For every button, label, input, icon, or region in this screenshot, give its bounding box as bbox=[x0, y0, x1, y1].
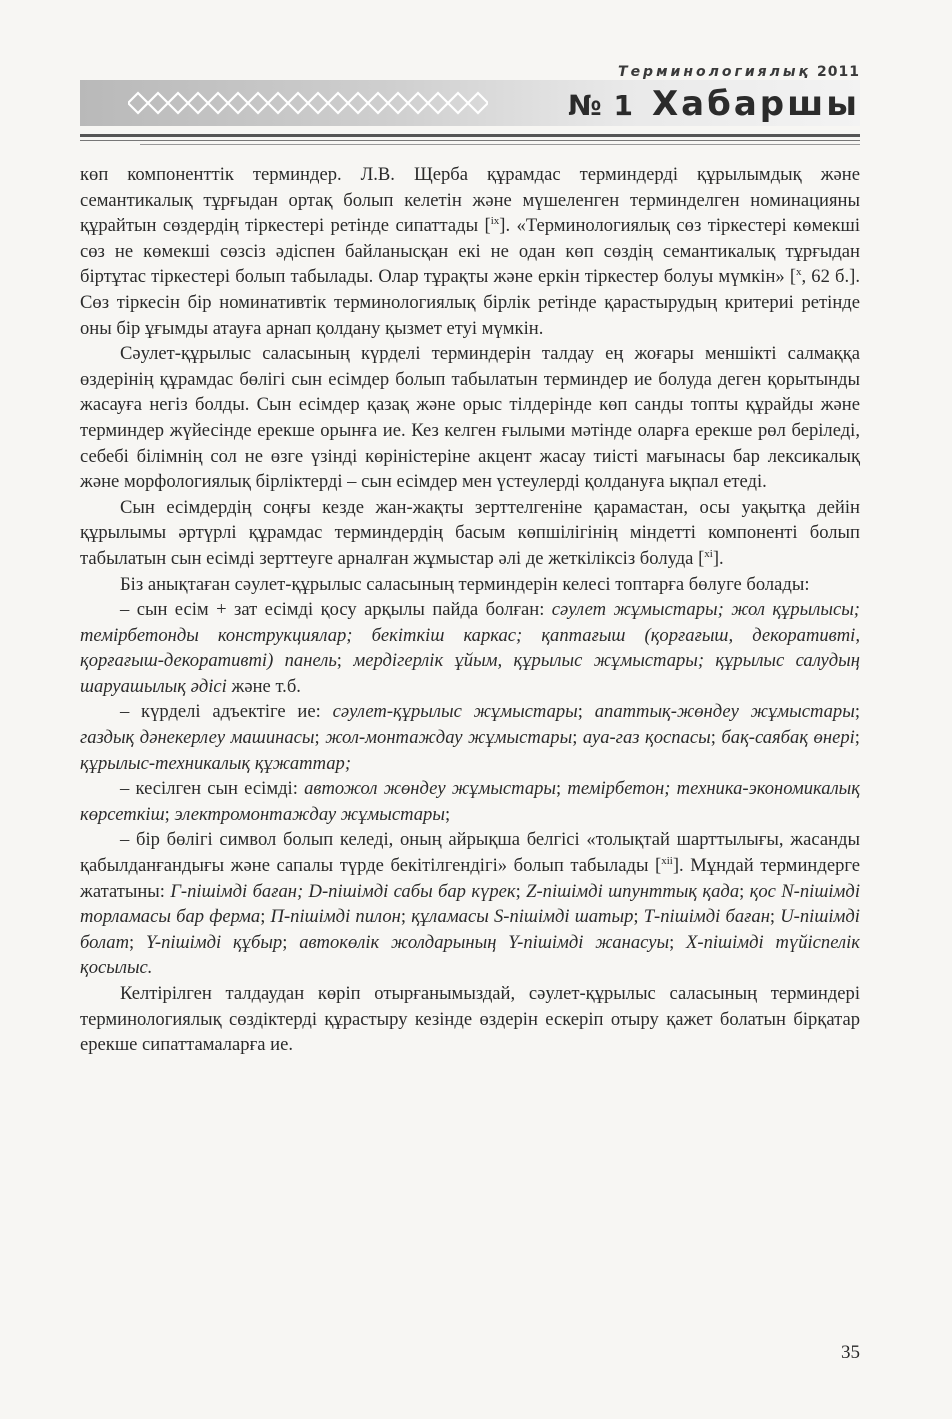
journal-year: 2011 bbox=[817, 64, 860, 80]
list-item: – кесілген сын есімді: автожол жөндеу жұмыстары; темірбетон; техника-экономикалық көрсеткіш; электромонтаждау жұмыстары; bbox=[80, 778, 860, 825]
header-rule-thin bbox=[80, 140, 860, 141]
citation-ref: ix bbox=[490, 215, 500, 227]
citation-ref: x bbox=[796, 266, 802, 279]
ornament-pattern-icon bbox=[128, 90, 488, 116]
paragraph: Келтірілген талдаудан көріп отырғанымыздай, сәулет-құрылыс саласының терминдері терминологиялық сөздіктерді құрастыру кезінде өздерін ескеріп отыру қажет болатын бірқатар ерекше сипаттамаларға ие. bbox=[80, 983, 860, 1056]
journal-name bbox=[560, 64, 860, 80]
header-rule bbox=[80, 134, 860, 137]
header-rule-thin bbox=[140, 144, 860, 145]
citation-ref: xi bbox=[704, 547, 713, 560]
list-item: – бір бөлігі символ болып келеді, оның айрықша белгісі «толықтай шарттылығы, жасанды қабылданғандығы және сапалы түрде бекітілгендігі» болып табылады [$^{xii}$]. Мұндай терминдерге жататыны: Г-пішімді баған; D-пішімді сабы бар күрек; Z-пішімді шпунттық қада; қос N-пішімді торламасы бар ферма; П-пішімді пилон; құламасы S-пішімді шатыр; Т-пішімді баған; U-пішімді болат; Y-пішімді құбыр; автокөлік жолдарының Y-пішімді жанасуы; Х-пішімді түйіспелік қосылыс. bbox=[80, 829, 860, 979]
journal-bulletin-title: Хабаршы bbox=[651, 84, 860, 124]
paragraph: Сын есімдердің соңғы кезде жан-жақты зерттелгеніне қарамастан, осы уақытқа дейін құрылымы әртүрлі құрамдас терминдердің басым көпшілігінің міндетті компоненті болып табылатын сын есімді зерттеуге арналған жұмыстар әлі де жеткіліксіз болуда [$^{xi}$]. bbox=[80, 496, 860, 569]
paragraph: көп компоненттік терминдер. Л.В. Щерба құрамдас терминдерді құрылымдық және семантикалық тұрғыдан ортақ болып келетін және мүшеленген терминделген номинацияны құрайтын сөздердің тіркестері ретінде сипаттады [$^{ix}$]. «Терминологиялық сөз тіркестері көмекші сөз не көмекші сөзсіз әдіспен байланысқан екі не одан көп сөздің семантикалық тұрғыдан біртұтас тіркестері болып табылады. Олар тұрақты және еркін тіркестер болуы мүмкін» [$^x$, 62 б.]. Сөз тіркесін бір номинативтік терминологиялық бірлік ретінде қарастырудың критериі ретінде оны бір ұғымды атауға арнап қолдану қызмет етуі мүмкін. bbox=[80, 164, 861, 339]
issue-heading bbox=[568, 84, 860, 124]
paragraph: Біз анықтаған сәулет-құрылыс саласының терминдерін келесі топтарға бөлуге болады: bbox=[120, 573, 810, 595]
article-body bbox=[80, 162, 860, 1058]
issue-number: № 1 bbox=[568, 89, 634, 122]
list-item: – сын есім + зат есімді қосу арқылы пайда болған: сәулет жұмыстары; жол құрылысы; темірбетонды конструкциялар; бекіткіш каркас; қаптағыш (қорғағыш, декоративті, қорғағыш-декоративті) панель; мердігерлік ұйым, құрылыс жұмыстары; құрылыс салудың шаруашылық әдісі және т.б. bbox=[80, 599, 860, 697]
page-number: 35 bbox=[841, 1342, 860, 1363]
list-item: – күрделі адъектіге ие: сәулет-құрылыс жұмыстары; апаттық-жөндеу жұмыстары; газдық дәнекерлеу машинасы; жол-монтаждау жұмыстары; ауа-газ қоспасы; бақ-саябақ өнері; құрылыс-техникалық құжаттар; bbox=[80, 701, 860, 774]
journal-title: Терминологиялық bbox=[618, 64, 812, 80]
paragraph: Сәулет-құрылыс саласының күрделі терминдерін талдау ең жоғары меншікті салмаққа өздерінің құрамдас бөлігі сын есімдер болып табылатын терминдер ие болуда деген қорытынды жасауға негіз болды. Сын есімдер қазақ және орыс тілдерінде көп санды топты құрайды және терминдер жүйесінде ерекше орынға ие. Кез келген ғылыми мәтінде оларға ерекше рөл беріледі, себебі білімнің сол не өзге үзінді көріністеріне акцент жасау тиісті мағынасы бар лексикалық және морфологиялық бірліктерді – сын есімдер мен үстеулерді қолдануға ықпал етеді. bbox=[80, 343, 860, 493]
citation-ref: xii bbox=[661, 854, 673, 867]
